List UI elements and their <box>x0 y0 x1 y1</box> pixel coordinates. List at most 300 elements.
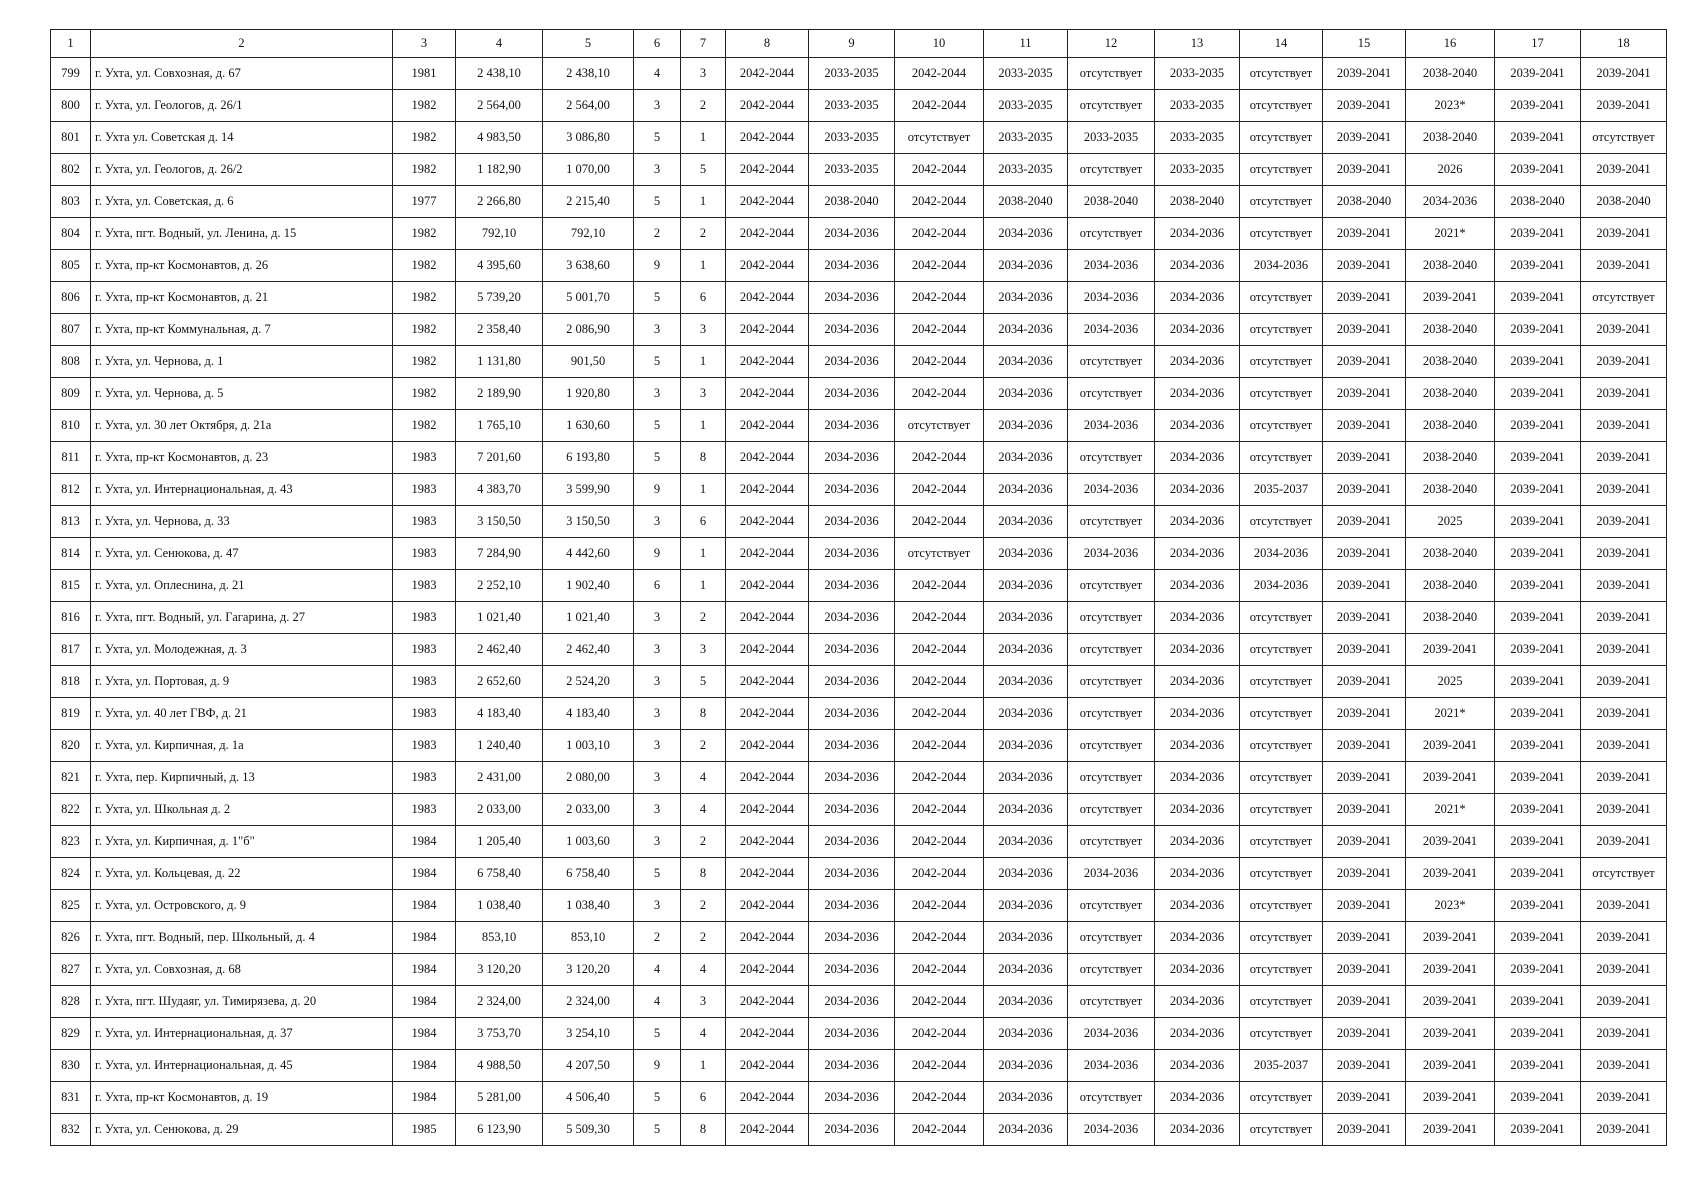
table-cell: 1982 <box>393 378 456 410</box>
address-cell: г. Ухта, пр-кт Коммунальная, д. 7 <box>91 314 393 346</box>
table-cell: отсутствует <box>1240 154 1323 186</box>
table-cell: 2042-2044 <box>726 1050 809 1082</box>
table-cell: 2034-2036 <box>984 474 1068 506</box>
table-row <box>51 282 1667 314</box>
table-cell: 2038-2040 <box>1581 186 1667 218</box>
table-cell: 2039-2041 <box>1495 794 1581 826</box>
table-cell: 2042-2044 <box>726 506 809 538</box>
table-cell: 2042-2044 <box>726 698 809 730</box>
table-cell: 2033-2035 <box>984 154 1068 186</box>
table-cell: 2034-2036 <box>809 1114 895 1146</box>
table-cell: 1983 <box>393 506 456 538</box>
table-cell: 4 <box>634 58 681 90</box>
table-cell: 1 <box>681 538 726 570</box>
table-cell: 2039-2041 <box>1406 634 1495 666</box>
table-cell: 2033-2035 <box>1155 154 1240 186</box>
address-cell: г. Ухта, ул. Школьная д. 2 <box>91 794 393 826</box>
table-cell: 2039-2041 <box>1406 1114 1495 1146</box>
table-cell: 2034-2036 <box>809 890 895 922</box>
column-header-12: 12 <box>1068 30 1155 58</box>
table-cell: 2034-2036 <box>984 986 1068 1018</box>
table-cell: 2034-2036 <box>984 282 1068 314</box>
table-cell: отсутствует <box>1240 282 1323 314</box>
table-cell: 2042-2044 <box>895 186 984 218</box>
table-cell: 2 033,00 <box>543 794 634 826</box>
table-cell: 2042-2044 <box>895 90 984 122</box>
table-cell: 2039-2041 <box>1323 922 1406 954</box>
table-cell: 1985 <box>393 1114 456 1146</box>
table-cell: 2042-2044 <box>726 186 809 218</box>
table-cell: 3 <box>634 634 681 666</box>
row-number-cell: 819 <box>51 698 91 730</box>
table-cell: 4 988,50 <box>456 1050 543 1082</box>
table-cell: 2039-2041 <box>1495 538 1581 570</box>
table-cell: 3 150,50 <box>456 506 543 538</box>
table-cell: отсутствует <box>895 410 984 442</box>
table-cell: 1983 <box>393 570 456 602</box>
table-cell: 2034-2036 <box>1068 1018 1155 1050</box>
row-number-cell: 811 <box>51 442 91 474</box>
table-cell: 9 <box>634 1050 681 1082</box>
table-cell: 3 638,60 <box>543 250 634 282</box>
table-cell: 1 038,40 <box>456 890 543 922</box>
table-cell: отсутствует <box>1581 282 1667 314</box>
table-cell: 2039-2041 <box>1581 506 1667 538</box>
table-cell: 2039-2041 <box>1495 762 1581 794</box>
table-cell: 2039-2041 <box>1323 762 1406 794</box>
table-cell: 2042-2044 <box>726 1082 809 1114</box>
row-number-cell: 816 <box>51 602 91 634</box>
table-cell: 901,50 <box>543 346 634 378</box>
table-cell: 2039-2041 <box>1581 890 1667 922</box>
table-cell: 1984 <box>393 890 456 922</box>
table-cell: 2034-2036 <box>1155 1082 1240 1114</box>
table-cell: отсутствует <box>1240 1114 1323 1146</box>
table-cell: 6 193,80 <box>543 442 634 474</box>
table-cell: отсутствует <box>1240 922 1323 954</box>
table-cell: 2042-2044 <box>726 122 809 154</box>
table-cell: 2038-2040 <box>1406 58 1495 90</box>
table-cell: 1 902,40 <box>543 570 634 602</box>
table-cell: 2042-2044 <box>895 250 984 282</box>
table-cell: 2023* <box>1406 890 1495 922</box>
table-row <box>51 314 1667 346</box>
table-cell: 2039-2041 <box>1495 634 1581 666</box>
table-cell: 2 <box>681 890 726 922</box>
table-cell: 2038-2040 <box>1068 186 1155 218</box>
table-cell: 2039-2041 <box>1323 1114 1406 1146</box>
table-cell: 2034-2036 <box>1068 474 1155 506</box>
table-cell: 2039-2041 <box>1581 410 1667 442</box>
table-cell: отсутствует <box>1240 314 1323 346</box>
table-cell: 2039-2041 <box>1323 986 1406 1018</box>
table-cell: 2034-2036 <box>1155 314 1240 346</box>
table-cell: 2039-2041 <box>1323 282 1406 314</box>
address-cell: г. Ухта, ул. Сенюкова, д. 29 <box>91 1114 393 1146</box>
table-cell: отсутствует <box>1068 346 1155 378</box>
table-cell: 4 207,50 <box>543 1050 634 1082</box>
table-cell: 2039-2041 <box>1323 122 1406 154</box>
table-cell: отсутствует <box>1068 634 1155 666</box>
table-row <box>51 858 1667 890</box>
table-cell: 3 120,20 <box>543 954 634 986</box>
table-cell: 853,10 <box>456 922 543 954</box>
table-cell: 2034-2036 <box>984 314 1068 346</box>
table-cell: отсутствует <box>1068 570 1155 602</box>
table-cell: 2039-2041 <box>1581 1050 1667 1082</box>
row-number-cell: 832 <box>51 1114 91 1146</box>
table-cell: 2033-2035 <box>1068 122 1155 154</box>
table-cell: 2039-2041 <box>1323 698 1406 730</box>
table-cell: 2034-2036 <box>984 378 1068 410</box>
table-cell: 5 <box>634 1114 681 1146</box>
table-row <box>51 250 1667 282</box>
table-cell: 1 205,40 <box>456 826 543 858</box>
table-cell: отсутствует <box>1068 218 1155 250</box>
table-cell: отсутствует <box>1240 890 1323 922</box>
table-cell: 2039-2041 <box>1581 314 1667 346</box>
table-cell: 2039-2041 <box>1406 986 1495 1018</box>
table-cell: отсутствует <box>895 122 984 154</box>
table-cell: 2 <box>634 218 681 250</box>
table-cell: 1983 <box>393 762 456 794</box>
table-cell: 3 <box>634 378 681 410</box>
table-cell: 2042-2044 <box>726 378 809 410</box>
row-number-cell: 817 <box>51 634 91 666</box>
table-row <box>51 1050 1667 1082</box>
table-cell: 6 <box>634 570 681 602</box>
table-cell: 2023* <box>1406 90 1495 122</box>
table-row <box>51 506 1667 538</box>
table-cell: 4 983,50 <box>456 122 543 154</box>
table-cell: 2039-2041 <box>1581 442 1667 474</box>
table-cell: 2033-2035 <box>984 90 1068 122</box>
table-cell: отсутствует <box>1240 122 1323 154</box>
table-cell: 1 021,40 <box>456 602 543 634</box>
table-cell: 2039-2041 <box>1581 570 1667 602</box>
table-cell: 2034-2036 <box>809 954 895 986</box>
table-cell: отсутствует <box>1068 442 1155 474</box>
table-cell: 2034-2036 <box>1155 730 1240 762</box>
table-cell: 1982 <box>393 218 456 250</box>
table-cell: 2034-2036 <box>984 666 1068 698</box>
address-cell: г. Ухта, ул. Геологов, д. 26/2 <box>91 154 393 186</box>
table-row <box>51 1018 1667 1050</box>
table-cell: 1983 <box>393 794 456 826</box>
row-number-cell: 820 <box>51 730 91 762</box>
table-cell: 1982 <box>393 90 456 122</box>
table-body <box>51 58 1667 1146</box>
table-cell: 2034-2036 <box>809 602 895 634</box>
table-cell: 2042-2044 <box>726 346 809 378</box>
table-cell: 2039-2041 <box>1323 410 1406 442</box>
table-cell: 2034-2036 <box>809 986 895 1018</box>
table-cell: 2042-2044 <box>895 570 984 602</box>
table-cell: 2042-2044 <box>895 474 984 506</box>
table-cell: 2042-2044 <box>895 666 984 698</box>
row-number-cell: 821 <box>51 762 91 794</box>
table-cell: отсутствует <box>1240 730 1323 762</box>
table-cell: 2038-2040 <box>1155 186 1240 218</box>
table-cell: 2039-2041 <box>1581 922 1667 954</box>
table-cell: 1982 <box>393 250 456 282</box>
table-cell: 2 266,80 <box>456 186 543 218</box>
table-cell: 2042-2044 <box>726 1018 809 1050</box>
table-cell: 2042-2044 <box>726 858 809 890</box>
row-number-cell: 808 <box>51 346 91 378</box>
address-cell: г. Ухта, ул. Оплеснина, д. 21 <box>91 570 393 602</box>
table-row <box>51 186 1667 218</box>
table-cell: 2034-2036 <box>1155 442 1240 474</box>
table-cell: 2034-2036 <box>984 218 1068 250</box>
table-cell: 3 120,20 <box>456 954 543 986</box>
table-cell: 2034-2036 <box>809 538 895 570</box>
table-cell: 2034-2036 <box>809 506 895 538</box>
table-cell: отсутствует <box>1068 506 1155 538</box>
row-number-cell: 823 <box>51 826 91 858</box>
table-cell: 2039-2041 <box>1323 90 1406 122</box>
address-cell: г. Ухта, ул. Кирпичная, д. 1а <box>91 730 393 762</box>
table-cell: 3 254,10 <box>543 1018 634 1050</box>
table-cell: 2042-2044 <box>726 666 809 698</box>
table-cell: 2039-2041 <box>1406 858 1495 890</box>
table-cell: отсутствует <box>1068 890 1155 922</box>
table-cell: 2042-2044 <box>895 826 984 858</box>
table-cell: 4 <box>681 954 726 986</box>
table-cell: 2034-2036 <box>1155 346 1240 378</box>
table-cell: 6 758,40 <box>456 858 543 890</box>
table-cell: 2039-2041 <box>1495 154 1581 186</box>
table-cell: 6 <box>681 282 726 314</box>
row-number-cell: 813 <box>51 506 91 538</box>
table-cell: отсутствует <box>1068 730 1155 762</box>
table-cell: 2039-2041 <box>1581 1018 1667 1050</box>
table-cell: отсутствует <box>1240 666 1323 698</box>
table-cell: 5 739,20 <box>456 282 543 314</box>
table-cell: 2034-2036 <box>1068 250 1155 282</box>
column-header-13: 13 <box>1155 30 1240 58</box>
table-cell: 8 <box>681 1114 726 1146</box>
table-cell: 2042-2044 <box>895 346 984 378</box>
table-cell: 2039-2041 <box>1495 922 1581 954</box>
table-cell: 5 <box>634 410 681 442</box>
table-cell: 2034-2036 <box>984 730 1068 762</box>
table-cell: 2034-2036 <box>984 538 1068 570</box>
table-cell: 2042-2044 <box>895 794 984 826</box>
table-cell: 2034-2036 <box>809 698 895 730</box>
table-cell: 2038-2040 <box>1406 250 1495 282</box>
column-header-8: 8 <box>726 30 809 58</box>
table-cell: 2034-2036 <box>984 442 1068 474</box>
table-cell: 2039-2041 <box>1581 730 1667 762</box>
table-cell: 1 <box>681 186 726 218</box>
table-cell: 2039-2041 <box>1495 218 1581 250</box>
address-cell: г. Ухта, ул. Островского, д. 9 <box>91 890 393 922</box>
table-cell: 2038-2040 <box>1406 442 1495 474</box>
address-cell: г. Ухта, ул. Молодежная, д. 3 <box>91 634 393 666</box>
table-cell: 2 <box>681 730 726 762</box>
address-cell: г. Ухта, пгт. Шудаяг, ул. Тимирязева, д. 20 <box>91 986 393 1018</box>
address-cell: г. Ухта, пр-кт Космонавтов, д. 23 <box>91 442 393 474</box>
table-cell: 1983 <box>393 730 456 762</box>
table-cell: 1982 <box>393 314 456 346</box>
table-cell: 9 <box>634 474 681 506</box>
row-number-cell: 809 <box>51 378 91 410</box>
row-number-cell: 812 <box>51 474 91 506</box>
table-cell: 2042-2044 <box>895 506 984 538</box>
table-cell: 2038-2040 <box>1406 602 1495 634</box>
table-cell: отсутствует <box>1240 794 1323 826</box>
table-cell: 2034-2036 <box>809 378 895 410</box>
table-cell: отсутствует <box>1240 442 1323 474</box>
table-cell: 3 <box>634 154 681 186</box>
table-cell: 2034-2036 <box>984 890 1068 922</box>
table-cell: отсутствует <box>1240 826 1323 858</box>
table-cell: 2 324,00 <box>456 986 543 1018</box>
table-cell: 2042-2044 <box>895 954 984 986</box>
table-cell: 1 038,40 <box>543 890 634 922</box>
table-cell: 2038-2040 <box>1406 538 1495 570</box>
table-cell: 4 442,60 <box>543 538 634 570</box>
table-cell: 2039-2041 <box>1323 346 1406 378</box>
table-row <box>51 474 1667 506</box>
table-cell: 2039-2041 <box>1495 282 1581 314</box>
table-cell: 2025 <box>1406 666 1495 698</box>
table-cell: 2039-2041 <box>1495 858 1581 890</box>
table-cell: 2033-2035 <box>809 90 895 122</box>
column-header-6: 6 <box>634 30 681 58</box>
table-cell: отсутствует <box>1240 986 1323 1018</box>
table-cell: 2034-2036 <box>809 922 895 954</box>
table-cell: 3 <box>634 314 681 346</box>
table-cell: 2039-2041 <box>1495 826 1581 858</box>
table-cell: 2038-2040 <box>1406 346 1495 378</box>
row-number-cell: 818 <box>51 666 91 698</box>
table-cell: 2 033,00 <box>456 794 543 826</box>
column-header-18: 18 <box>1581 30 1667 58</box>
table-cell: 2034-2036 <box>984 1114 1068 1146</box>
table-cell: 4 <box>634 986 681 1018</box>
table-cell: 2034-2036 <box>1155 666 1240 698</box>
table-row <box>51 122 1667 154</box>
table-cell: 2034-2036 <box>1068 282 1155 314</box>
row-number-cell: 822 <box>51 794 91 826</box>
table-cell: 2042-2044 <box>895 442 984 474</box>
table-cell: отсутствует <box>1240 506 1323 538</box>
table-cell: 2042-2044 <box>726 762 809 794</box>
table-cell: 2034-2036 <box>809 1082 895 1114</box>
table-row <box>51 570 1667 602</box>
table-row <box>51 346 1667 378</box>
table-cell: 2042-2044 <box>726 250 809 282</box>
table-row <box>51 666 1667 698</box>
table-cell: 792,10 <box>543 218 634 250</box>
table-cell: 1982 <box>393 122 456 154</box>
table-cell: 2 438,10 <box>456 58 543 90</box>
table-cell: 2039-2041 <box>1581 378 1667 410</box>
row-number-cell: 827 <box>51 954 91 986</box>
table-cell: 2039-2041 <box>1406 1082 1495 1114</box>
table-cell: 1982 <box>393 154 456 186</box>
table-cell: 2042-2044 <box>895 218 984 250</box>
table-cell: 1984 <box>393 922 456 954</box>
table-cell: 2039-2041 <box>1406 922 1495 954</box>
table-cell: 2 215,40 <box>543 186 634 218</box>
table-cell: 2 462,40 <box>543 634 634 666</box>
table-cell: отсутствует <box>1068 954 1155 986</box>
table-cell: 2039-2041 <box>1581 1114 1667 1146</box>
table-cell: 3 <box>681 378 726 410</box>
table-cell: 2042-2044 <box>726 410 809 442</box>
table-cell: 2034-2036 <box>1155 762 1240 794</box>
table-cell: 2039-2041 <box>1581 634 1667 666</box>
row-number-cell: 814 <box>51 538 91 570</box>
table-cell: 7 284,90 <box>456 538 543 570</box>
table-cell: 2042-2044 <box>726 90 809 122</box>
table-cell: 2034-2036 <box>984 858 1068 890</box>
table-cell: 2034-2036 <box>1068 1114 1155 1146</box>
table-cell: 2034-2036 <box>1155 1050 1240 1082</box>
table-row <box>51 218 1667 250</box>
table-cell: 2039-2041 <box>1495 314 1581 346</box>
table-cell: 2042-2044 <box>895 634 984 666</box>
table-cell: 2039-2041 <box>1581 666 1667 698</box>
table-cell: 2039-2041 <box>1495 986 1581 1018</box>
table-cell: 2039-2041 <box>1581 154 1667 186</box>
table-cell: 4 383,70 <box>456 474 543 506</box>
table-cell: 2039-2041 <box>1495 666 1581 698</box>
table-cell: 2039-2041 <box>1406 762 1495 794</box>
table-cell: отсутствует <box>1240 954 1323 986</box>
table-cell: 2039-2041 <box>1406 954 1495 986</box>
table-cell: 3 150,50 <box>543 506 634 538</box>
table-cell: 2039-2041 <box>1495 890 1581 922</box>
table-cell: 3 <box>634 890 681 922</box>
column-header-3: 3 <box>393 30 456 58</box>
table-cell: 1977 <box>393 186 456 218</box>
table-cell: 2039-2041 <box>1495 1050 1581 1082</box>
table-row <box>51 954 1667 986</box>
table-cell: 2039-2041 <box>1495 378 1581 410</box>
address-cell: г. Ухта, ул. Чернова, д. 33 <box>91 506 393 538</box>
table-cell: 2034-2036 <box>1068 314 1155 346</box>
table-cell: 8 <box>681 442 726 474</box>
table-cell: 2042-2044 <box>726 730 809 762</box>
table-cell: 2034-2036 <box>1155 826 1240 858</box>
table-cell: 1983 <box>393 538 456 570</box>
address-cell: г. Ухта, пгт. Водный, ул. Гагарина, д. 27 <box>91 602 393 634</box>
table-cell: 4 183,40 <box>456 698 543 730</box>
table-row <box>51 90 1667 122</box>
table-cell: 1984 <box>393 826 456 858</box>
table-cell: 2039-2041 <box>1581 474 1667 506</box>
table-cell: 2033-2035 <box>984 122 1068 154</box>
table-cell: отсутствует <box>1581 858 1667 890</box>
address-cell: г. Ухта, ул. Чернова, д. 1 <box>91 346 393 378</box>
table-cell: 1 <box>681 410 726 442</box>
table-cell: 2039-2041 <box>1323 794 1406 826</box>
table-cell: 2 358,40 <box>456 314 543 346</box>
table-cell: 2034-2036 <box>984 794 1068 826</box>
table-cell: 1982 <box>393 410 456 442</box>
table-cell: отсутствует <box>1068 154 1155 186</box>
table-cell: 1 920,80 <box>543 378 634 410</box>
table-row <box>51 986 1667 1018</box>
table-cell: 2034-2036 <box>809 474 895 506</box>
table-cell: 2034-2036 <box>984 570 1068 602</box>
table-cell: 4 183,40 <box>543 698 634 730</box>
table-cell: 2034-2036 <box>809 314 895 346</box>
